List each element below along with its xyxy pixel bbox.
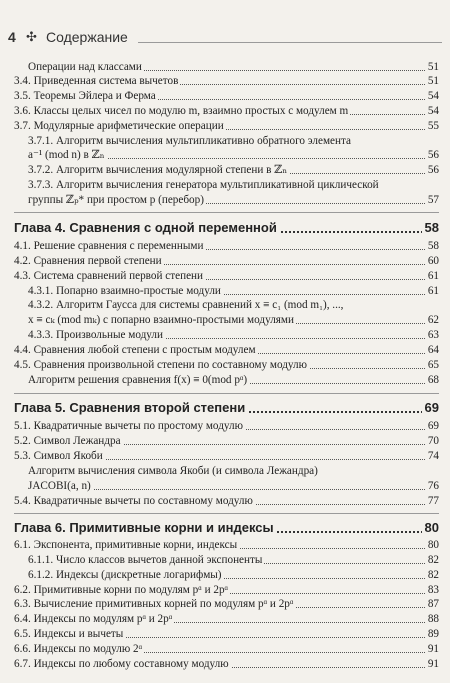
toc-entry[interactable] [14, 254, 439, 268]
toc-page-number: 64 [427, 344, 439, 356]
toc-page-number: 80 [427, 539, 439, 551]
toc-entry-title: Глава 6. Примитивные корни и индексы [14, 520, 277, 535]
toc-entry[interactable] [14, 119, 439, 133]
toc-page-number: 69 [422, 399, 439, 417]
toc-entry-title: 4.3.3. Произвольные модули [28, 329, 163, 341]
section-divider [14, 513, 439, 514]
toc-page-number: 63 [427, 329, 439, 341]
toc-page-number: 89 [427, 628, 439, 640]
toc-entry[interactable] [28, 464, 439, 478]
toc-entry-title: 5.1. Квадратичные вычеты по простому модулю [14, 420, 243, 432]
toc-entry[interactable] [28, 298, 439, 312]
toc-entry[interactable] [28, 373, 439, 387]
toc-chapter[interactable] [14, 519, 439, 537]
toc-page-number: 82 [427, 554, 439, 566]
toc-entry[interactable] [28, 553, 439, 567]
toc-entry-title: 4.3. Система сравнений первой степени [14, 270, 204, 282]
header-rule [138, 42, 442, 43]
toc-page-number: 82 [427, 569, 439, 581]
toc-entry[interactable] [28, 148, 439, 162]
toc-entry-title: 6.4. Индексы по модулям pᵅ и 2pᵅ [14, 613, 173, 625]
toc-entry-title: 4.3.1. Попарно взаимно-простые модули [28, 285, 221, 297]
toc-entry-title: x ≡ cₖ (mod mₖ) с попарно взаимно-простыми модулями [28, 314, 294, 326]
toc-entry[interactable] [14, 343, 439, 357]
toc-page-number: 74 [427, 450, 439, 462]
toc-entry-title: 6.2. Примитивные корни по модулям pᵅ и 2pᵅ [14, 584, 229, 596]
toc-page-number: 70 [427, 435, 439, 447]
toc-entry-title: 3.7.2. Алгоритм вычисления модулярной степени в ℤₙ [28, 164, 288, 176]
toc-entry-title: 5.4. Квадратичные вычеты по составному модулю [14, 495, 253, 507]
toc-entry-title: Алгоритм вычисления символа Якоби (и символа Лежандра) [28, 465, 318, 477]
toc-entry[interactable] [14, 358, 439, 372]
toc-entry[interactable] [14, 642, 439, 656]
toc-page-number: 51 [427, 61, 439, 73]
toc-entry-title: 6.7. Индексы по любому составному модулю [14, 658, 229, 670]
toc-entry[interactable] [28, 163, 439, 177]
toc-page-number: 91 [427, 643, 439, 655]
toc-entry[interactable] [14, 419, 439, 433]
toc-entry[interactable] [14, 89, 439, 103]
toc-entry-title: JACOBI(a, n) [28, 480, 91, 492]
toc-entry-title: 4.4. Сравнения любой степени с простым модулем [14, 344, 256, 356]
toc-page-number: 56 [427, 149, 439, 161]
toc-entry[interactable] [14, 597, 439, 611]
toc-entry[interactable] [28, 193, 439, 207]
toc-entry-title: 3.7. Модулярные арифметические операции [14, 120, 224, 132]
toc-entry-title: 6.6. Индексы по модулю 2ᵅ [14, 643, 143, 655]
toc-page-number: 58 [422, 219, 439, 237]
toc-entry[interactable] [28, 568, 439, 582]
page-number: 4 [8, 29, 16, 45]
toc-entry-title: группы ℤₚ* при простом p (перебор) [28, 194, 204, 206]
toc-entry[interactable] [28, 328, 439, 342]
toc-page-number: 76 [427, 480, 439, 492]
section-divider [14, 393, 439, 394]
section-divider [14, 212, 439, 213]
toc-entry-title: a⁻¹ (mod n) в ℤₙ [28, 149, 105, 161]
toc-page-number: 62 [427, 314, 439, 326]
toc-page-number: 65 [427, 359, 439, 371]
toc-entry[interactable] [14, 538, 439, 552]
toc-entry[interactable] [28, 479, 439, 493]
page-header [8, 29, 442, 51]
toc-page-number: 58 [427, 240, 439, 252]
toc-page-number: 60 [427, 255, 439, 267]
toc-entry-title: Операции над классами [28, 61, 142, 73]
toc-page-number: 87 [427, 598, 439, 610]
toc-entry[interactable] [14, 612, 439, 626]
toc-entry-title: 6.1.2. Индексы (дискретные логарифмы) [28, 569, 222, 581]
toc-entry[interactable] [14, 239, 439, 253]
toc-page-number: 91 [427, 658, 439, 670]
toc-page-number: 88 [427, 613, 439, 625]
toc-chapter[interactable] [14, 219, 439, 237]
toc-entry-title: 4.2. Сравнения первой степени [14, 255, 162, 267]
toc-entry[interactable] [14, 494, 439, 508]
toc-entry-title: 5.2. Символ Лежандра [14, 435, 121, 447]
toc-page-number: 77 [427, 495, 439, 507]
toc-page-number: 51 [427, 75, 439, 87]
toc-page-number: 68 [427, 374, 439, 386]
toc-entry[interactable] [28, 134, 439, 148]
toc-entry-title: 4.5. Сравнения произвольной степени по составному модулю [14, 359, 307, 371]
toc-entry[interactable] [14, 434, 439, 448]
toc-entry[interactable] [14, 657, 439, 671]
toc-page-number: 61 [427, 270, 439, 282]
toc-entry[interactable] [28, 284, 439, 298]
toc-entry-title: 5.3. Символ Якоби [14, 450, 103, 462]
toc-page-number: 80 [422, 519, 439, 537]
toc-entry-title: Глава 4. Сравнения с одной переменной [14, 220, 280, 235]
toc-entry-title: 3.4. Приведенная система вычетов [14, 75, 179, 87]
toc-chapter[interactable] [14, 399, 439, 417]
toc-entry-title: 6.1.1. Число классов вычетов данной экспоненты [28, 554, 263, 566]
toc-entry-title: 3.7.1. Алгоритм вычисления мультипликативно обратного элемента [28, 135, 351, 147]
toc-entry-title: Глава 5. Сравнения второй степени [14, 400, 248, 415]
toc-entry-title: 6.1. Экспонента, примитивные корни, индексы [14, 539, 238, 551]
toc-entry[interactable] [14, 269, 439, 283]
toc-page-number: 56 [427, 164, 439, 176]
toc-page-number: 83 [427, 584, 439, 596]
toc-page-number: 61 [427, 285, 439, 297]
toc-entry[interactable] [14, 449, 439, 463]
toc-page-number: 69 [427, 420, 439, 432]
toc-page-number: 54 [427, 90, 439, 102]
toc-entry[interactable] [28, 60, 439, 74]
toc-entry-title: 4.3.2. Алгоритм Гаусса для системы сравнений x ≡ c₁ (mod m₁), ..., [28, 299, 344, 311]
running-title: Содержание [46, 29, 128, 45]
toc-entry[interactable] [28, 178, 439, 192]
toc-entry[interactable] [14, 627, 439, 641]
toc-entry[interactable] [14, 74, 439, 88]
toc-entry-title: 3.7.3. Алгоритм вычисления генератора мультипликативной циклической [28, 179, 379, 191]
toc-entry[interactable] [14, 104, 439, 118]
toc-entry[interactable] [28, 313, 439, 327]
toc-entry-title: 6.5. Индексы и вычеты [14, 628, 124, 640]
toc-page-number: 57 [427, 194, 439, 206]
toc-entry-title: 6.3. Вычисление примитивных корней по модулям pᵅ и 2pᵅ [14, 598, 294, 610]
toc-entry-title: 3.5. Теоремы Эйлера и Ферма [14, 90, 156, 102]
toc-entry[interactable] [14, 583, 439, 597]
toc-page-number: 54 [427, 105, 439, 117]
toc-entry-title: 3.6. Классы целых чисел по модулю m, взаимно простых с модулем m [14, 105, 349, 117]
toc-page-number: 55 [427, 120, 439, 132]
toc-entry-title: 4.1. Решение сравнения с переменными [14, 240, 204, 252]
clover-ornament-icon: ✣ [26, 29, 37, 44]
toc-entry-title: Алгоритм решения сравнения f(x) ≡ 0(mod pᵅ) [28, 374, 248, 386]
